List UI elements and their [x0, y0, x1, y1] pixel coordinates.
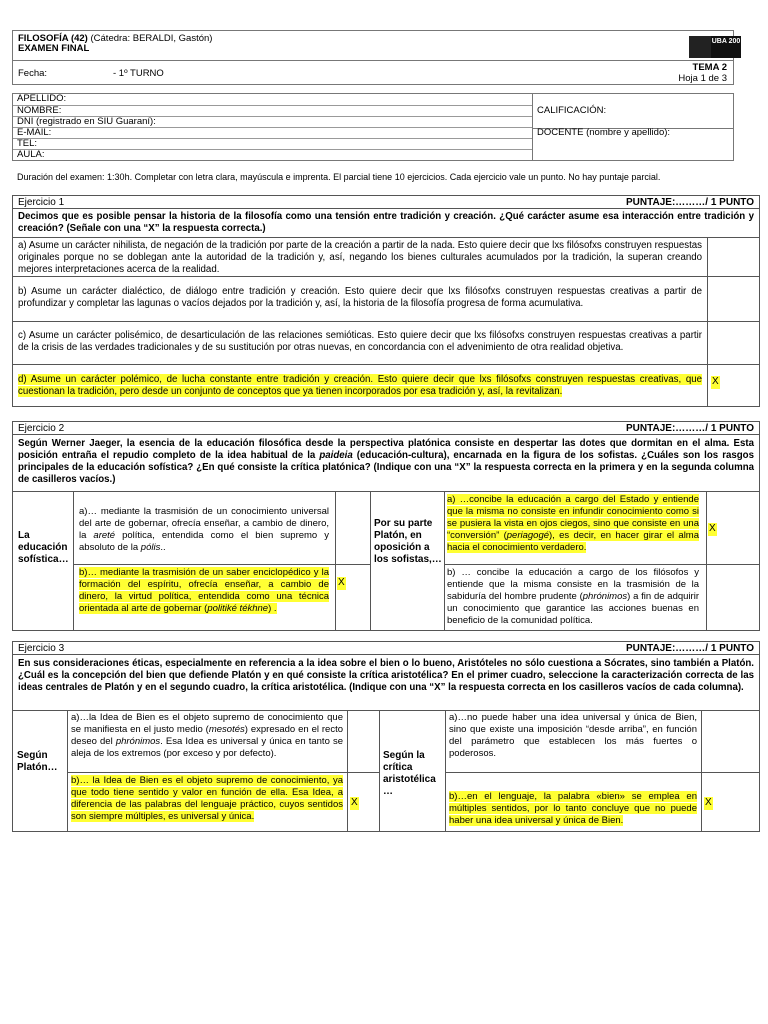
exercise-question: Decimos que es posible pensar la historia de la filosofía como una tensión entre tradición y creación. ¿Qué carácter asume esa interacción entre tradición y creación? (Señale con una “X” la respuesta correcta.): [18, 211, 754, 234]
exercise-title: Ejercicio 3: [18, 643, 65, 654]
exercise-score: PUNTAJE:………/ 1 PUNTO: [626, 423, 754, 434]
right-option-a[interactable]: a) …concibe la educación a cargo del Estado y entiende que la misma no consiste en infundir conocimiento como si se pusiera la vista en ojos ciegos, sino que consiste en una “conversión” (periagogé), es decir, en hacer girar el alma hacia el conocimiento verdadero.: [447, 494, 700, 553]
exercise-question: Según Werner Jaeger, la esencia de la educación filosófica desde la perspectiva platónica consiste en despertar las dotes que dormitan en el alma. Esta posición entraña el repudio completo de la idea habitual de la paideia (educación-cultura), encarnada en la figura de los sofistas. ¿Cuáles son los rasgos principales de la educación sofística? ¿En qué consiste la crítica platónica? (Indique con una “X” la respuesta correcta en la primera y en la segunda columna de casilleros vacíos.): [18, 438, 754, 485]
right-selected-mark: X: [705, 797, 712, 808]
exercise-1: [12, 195, 760, 407]
student-fields: [12, 93, 734, 161]
left-selected-mark: X: [338, 577, 345, 588]
field-dni[interactable]: DNI (registrado en SIU Guaraní):: [13, 116, 532, 127]
label-sophistic-education: La educación sofística…: [18, 530, 69, 565]
field-tel[interactable]: TEL:: [13, 138, 532, 149]
field-email[interactable]: E-MAIL:: [13, 127, 532, 138]
field-apellido[interactable]: APELLIDO:: [17, 93, 67, 104]
selected-mark: X: [712, 376, 719, 387]
exercise-score: PUNTAJE:………/ 1 PUNTO: [626, 643, 754, 654]
option-a[interactable]: a) Asume un carácter nihilista, de negación de la tradición por parte de la creación a partir de la nada. Esto quiere decir que lxs filósofxs construyen respuestas originales porque no se doblegan ante la autoridad de la tradición y, así, negando los bienes culturales acumulados por la tradición, la superan creando mejores interpretaciones acerca de la realidad.: [13, 237, 707, 276]
option-c[interactable]: c) Asume un carácter polisémico, de desarticulación de las relaciones semióticas. Esto quiere decir que lxs filósofxs construyen respuestas creativas a partir de la crisis de las verdades tradicionales y de su sustitución por otras nuevas, en concordancia con el advenimiento de otra realidad objetiva.: [13, 321, 707, 364]
exam-header: [12, 30, 741, 85]
exercise-title: Ejercicio 2: [18, 423, 65, 434]
grade-field[interactable]: CALIFICACIÓN:: [537, 105, 607, 116]
label-plato: Según Platón…: [17, 750, 58, 773]
page-counter: Hoja 1 de 3: [678, 73, 727, 84]
exercise-3: [12, 641, 760, 832]
left-selected-mark: X: [351, 797, 358, 808]
exercise-2: [12, 421, 760, 631]
answer-box-a[interactable]: [707, 237, 759, 276]
theme-label: TEMA 2: [692, 62, 727, 73]
label-plato: Por su parte Platón, en oposición a los sofistas,…: [374, 518, 442, 565]
option-d[interactable]: d) Asume un carácter polémico, de lucha constante entre tradición y creación. Esto quiere decir que lxs filósofxs construyen respuestas creativas, que cuestionan la tradición, pero desde un conjunto de conceptos que ya tienen incorporados por esa tradición y, así, la revitalizan.: [13, 364, 707, 406]
right-option-b[interactable]: b)…en el lenguaje, la palabra «bien» se emplea en múltiples sentidos, por lo tanto concluye que no puede haber una idea universal y única de Bien.: [449, 791, 697, 826]
exercise-score: PUNTAJE:………/ 1 PUNTO: [626, 197, 754, 208]
uba-logo: UBA 200: [689, 36, 741, 58]
turn-label: - 1º TURNO: [113, 68, 164, 79]
exercise-question: En sus consideraciones éticas, especialmente en referencia a la idea sobre el bien o lo bueno, Aristóteles no sólo cuestiona a Sócrates, sino también a Platón. ¿Cuál es la concepción del bien que defiende Platón y en qué consiste la crítica aristotélica? En el primer cuadro, seleccione la caracterización correcta de las ideas centrales de Platón y en el segundo cuadro, la crítica aristotélica. (Indique con una “X” la respuesta correcta en los casilleros vacíos de cada columna).: [18, 658, 754, 693]
label-aristotelian-critique: Según la crítica aristotélica …: [383, 750, 436, 797]
left-option-a[interactable]: a)… mediante la trasmisión de un conocimiento universal del arte de gobernar, ofrecía enseñar, a cambio de dinero, la areté política, entendida como el bien supremo y absoluto de la pólis..: [79, 506, 329, 553]
left-option-a[interactable]: a)…la Idea de Bien es el objeto supremo de conocimiento que se manifiesta en el justo medio (mesotés) expresado en el recto deseo del phrónimos. Esa Idea es universal y única en tanto se aleja de los extremos (por exceso y por defecto).: [71, 712, 344, 759]
teacher-field[interactable]: DOCENTE (nombre y apellido):: [537, 127, 671, 138]
right-option-a[interactable]: a)…no puede haber una idea universal y única de Bien, sino que existe una imposición “desde arriba”, en función del parámetro que establecen los más fuertes o poderosos.: [449, 712, 697, 759]
course-title: FILOSOFÍA (42) (Cátedra: BERALDI, Gastón): [18, 33, 213, 44]
exercise-title: Ejercicio 1: [18, 197, 65, 208]
exam-instructions: Duración del examen: 1:30h. Completar con letra clara, mayúscula e imprenta. El parcial tiene 10 ejercicios. Cada ejercicio vale un punto. No hay puntaje parcial.: [17, 172, 661, 182]
answer-box-b[interactable]: [707, 276, 759, 321]
option-b[interactable]: b) Asume un carácter dialéctico, de diálogo entre tradición y creación. Esto quiere decir que lxs filósofxs construyen respuestas creativas a partir de profundizar y completar las lagunas o vacíos dejados por la tradición y, así, la historia de la filosofía progresa de forma acumulativa.: [13, 276, 707, 321]
field-aula[interactable]: AULA:: [13, 149, 532, 160]
date-label: Fecha:: [18, 68, 48, 79]
field-nombre[interactable]: NOMBRE:: [13, 105, 532, 116]
answer-box-c[interactable]: [707, 321, 759, 364]
right-selected-mark: X: [709, 523, 716, 534]
exam-type: EXAMEN FINAL: [18, 43, 90, 54]
right-option-b[interactable]: b) … concibe la educación a cargo de los filósofos y entiende que la misma consiste en la trasmisión de la sabiduría del hombre prudente (phrónimos) a fin de adquirir un conocimiento que garantice las acciones buenas en beneficio de la comunidad política.: [447, 567, 699, 626]
left-option-b[interactable]: b)… la Idea de Bien es el objeto supremo de conocimiento, ya que todo tiene sentido y valor en función de ella. Esa Idea, a diferencia de las palabras del lenguaje práctico, cuyos sentidos son siempre múltiples, es universal y única.: [71, 775, 343, 822]
left-option-b[interactable]: b)… mediante la trasmisión de un saber enciclopédico y la formación del espíritu, ofrecía enseñar, a cambio de dinero, la virtud política, entendida como una técnica orientada al arte de gobernar (politiké tékhne) .: [79, 567, 329, 614]
